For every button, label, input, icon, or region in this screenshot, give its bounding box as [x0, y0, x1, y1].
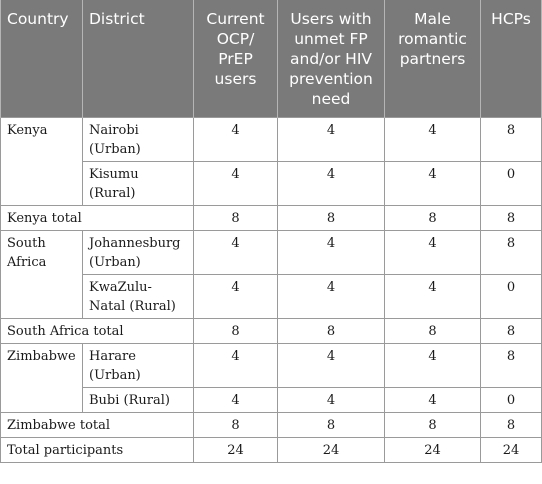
table-row	[1, 117, 542, 161]
total-label-cell: South Africa total	[1, 318, 194, 343]
country-cell: South Africa	[1, 230, 83, 318]
unmet-need-cell: 8	[278, 318, 385, 343]
unmet-need-cell: 4	[278, 387, 385, 412]
table-row	[1, 161, 542, 205]
male-partners-cell: 8	[385, 318, 481, 343]
hcps-cell: 8	[481, 205, 542, 230]
current-users-cell: 8	[194, 205, 278, 230]
hcps-cell: 8	[481, 117, 542, 161]
header-unmet-need: Users with unmet FP and/or HIV prevention need	[278, 0, 385, 117]
district-cell: Johannesburg (Urban)	[83, 230, 194, 274]
male-partners-cell: 24	[385, 437, 481, 462]
table-row	[1, 387, 542, 412]
current-users-cell: 4	[194, 161, 278, 205]
unmet-need-cell: 4	[278, 117, 385, 161]
district-cell: KwaZulu-Natal (Rural)	[83, 274, 194, 318]
current-users-cell: 4	[194, 387, 278, 412]
grand-total-label-cell: Total participants	[1, 437, 194, 462]
male-partners-cell: 4	[385, 230, 481, 274]
current-users-cell: 4	[194, 343, 278, 387]
male-partners-cell: 4	[385, 161, 481, 205]
unmet-need-cell: 4	[278, 274, 385, 318]
table-row	[1, 274, 542, 318]
current-users-cell: 8	[194, 318, 278, 343]
total-label-cell: Zimbabwe total	[1, 412, 194, 437]
table-header	[1, 0, 542, 117]
hcps-cell: 24	[481, 437, 542, 462]
district-cell: Nairobi (Urban)	[83, 117, 194, 161]
total-row	[1, 318, 542, 343]
header-male-partners: Male romantic partners	[385, 0, 481, 117]
header-row	[1, 0, 542, 117]
unmet-need-cell: 8	[278, 205, 385, 230]
table-row	[1, 230, 542, 274]
header-country: Country	[1, 0, 83, 117]
male-partners-cell: 8	[385, 205, 481, 230]
unmet-need-cell: 8	[278, 412, 385, 437]
grand-total-row	[1, 437, 542, 462]
hcps-cell: 0	[481, 274, 542, 318]
hcps-cell: 0	[481, 161, 542, 205]
district-cell: Harare (Urban)	[83, 343, 194, 387]
hcps-cell: 8	[481, 318, 542, 343]
district-cell: Bubi (Rural)	[83, 387, 194, 412]
total-row	[1, 412, 542, 437]
current-users-cell: 4	[194, 230, 278, 274]
header-district: District	[83, 0, 194, 117]
unmet-need-cell: 4	[278, 161, 385, 205]
total-row	[1, 205, 542, 230]
unmet-need-cell: 24	[278, 437, 385, 462]
district-cell: Kisumu (Rural)	[83, 161, 194, 205]
current-users-cell: 8	[194, 412, 278, 437]
unmet-need-cell: 4	[278, 343, 385, 387]
male-partners-cell: 4	[385, 117, 481, 161]
country-cell: Zimbabwe	[1, 343, 83, 412]
table-body	[1, 117, 542, 462]
hcps-cell: 8	[481, 230, 542, 274]
male-partners-cell: 4	[385, 343, 481, 387]
unmet-need-cell: 4	[278, 230, 385, 274]
male-partners-cell: 4	[385, 274, 481, 318]
current-users-cell: 24	[194, 437, 278, 462]
country-cell: Kenya	[1, 117, 83, 205]
current-users-cell: 4	[194, 274, 278, 318]
table-row	[1, 343, 542, 387]
hcps-cell: 0	[481, 387, 542, 412]
male-partners-cell: 8	[385, 412, 481, 437]
hcps-cell: 8	[481, 412, 542, 437]
total-label-cell: Kenya total	[1, 205, 194, 230]
header-current-users: Current OCP/ PrEP users	[194, 0, 278, 117]
male-partners-cell: 4	[385, 387, 481, 412]
hcps-cell: 8	[481, 343, 542, 387]
current-users-cell: 4	[194, 117, 278, 161]
header-hcps: HCPs	[481, 0, 542, 117]
